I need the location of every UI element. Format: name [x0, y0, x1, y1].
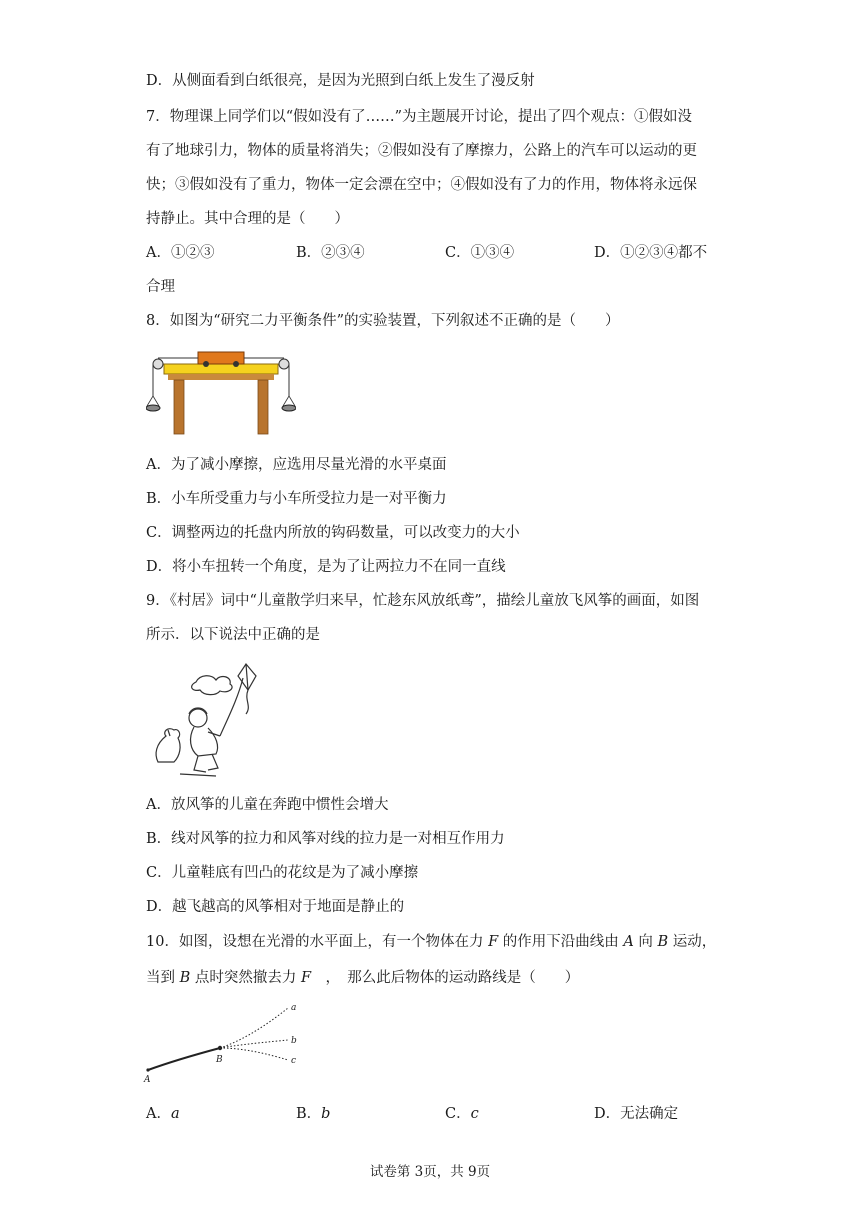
q7-stem-line-4: 持静止。其中合理的是（ ）: [146, 211, 349, 227]
q7-stem-line-3: 快；③假如没有了重力，物体一定会漂在空中；④假如没有了力的作用，物体将永远保: [146, 177, 697, 193]
q7-option-a: A．①②③: [146, 245, 215, 261]
q8-option-a: A．为了减小摩擦，应选用尽量光滑的水平桌面: [146, 457, 447, 473]
q8-option-b: B．小车所受重力与小车所受拉力是一对平衡力: [146, 491, 447, 507]
q10-var-b: B: [179, 970, 191, 986]
q10-option-b-value: b: [321, 1106, 331, 1122]
q8-option-d: D．将小车扭转一个角度，是为了让两拉力不在同一直线: [146, 559, 506, 575]
q7-option-b: B．②③④: [296, 245, 365, 261]
q7-option-c: C．①③④: [445, 245, 515, 261]
q8-stem: 8．如图为“研究二力平衡条件”的实验装置，下列叙述不正确的是（ ）: [146, 313, 620, 329]
q8-option-c: C．调整两边的托盘内所放的钩码数量，可以改变力的大小: [146, 525, 520, 541]
q10-stem-line-1: [146, 932, 716, 952]
q10-option-c-prefix: C．: [445, 1106, 471, 1122]
q10-option-c: [445, 1104, 479, 1124]
label-b: b: [291, 1036, 297, 1046]
q10-option-b: [296, 1104, 330, 1124]
q9-option-c: C．儿童鞋底有凹凸的花纹是为了减小摩擦: [146, 865, 419, 881]
q10-text: 向: [633, 934, 658, 950]
q10-var-b: B: [657, 934, 669, 950]
trajectory-curve-ab: [148, 1048, 220, 1070]
q9-stem-line-2: 所示．以下说法中正确的是: [146, 627, 320, 643]
page-footer: 试卷第 3页，共 9页: [369, 1164, 491, 1180]
q10-option-d-prefix: D．: [594, 1106, 621, 1122]
q10-option-d-value: 无法确定: [620, 1106, 679, 1122]
label-point-b: B: [216, 1055, 223, 1065]
q7-stem-line-1: 7．物理课上同学们以“假如没有了……”为主题展开讨论，提出了四个观点：①假如没: [146, 109, 693, 125]
q10-stem-line-2: [146, 968, 579, 988]
q10-var-f: F: [488, 934, 499, 950]
q7-option-d: D．①②③④都不: [594, 245, 708, 261]
q10-option-d: [594, 1104, 678, 1124]
q10-option-b-prefix: B．: [296, 1106, 322, 1122]
label-c: c: [291, 1056, 297, 1066]
q9-option-d: D．越飞越高的风筝相对于地面是静止的: [146, 899, 405, 915]
q9-option-b: B．线对风筝的拉力和风筝对线的拉力是一对相互作用力: [146, 831, 505, 847]
q9-stem-line-1: 9．《村居》词中“儿童散学归来早，忙趁东风放纸鸢”，描绘儿童放飞风筝的画面，如图: [146, 593, 700, 609]
q10-text: 的作用下沿曲线由: [498, 934, 624, 950]
kite-flying-figure: [146, 658, 266, 778]
q10-option-c-value: c: [470, 1106, 479, 1122]
q6-option-d: D．从侧面看到白纸很亮，是因为光照到白纸上发生了漫反射: [146, 73, 535, 89]
q10-option-a: [146, 1104, 180, 1124]
q10-text: 10．如图，设想在光滑的水平面上，有一个物体在力: [146, 934, 489, 950]
q10-option-a-value: a: [170, 1106, 180, 1122]
q10-text: 当到: [146, 970, 180, 986]
balance-experiment-figure: [146, 346, 296, 438]
label-a: a: [291, 1003, 297, 1013]
q10-text: ， 那么此后物体的运动路线是（ ）: [311, 970, 580, 986]
q10-text: 运动，: [668, 934, 717, 950]
path-a: [220, 1008, 288, 1048]
trajectory-figure: [140, 1000, 310, 1090]
q7-option-d-cont: 合理: [146, 279, 175, 295]
q10-text: 点时突然撤去力: [190, 970, 301, 986]
q10-var-a: A: [623, 934, 634, 950]
q10-option-a-prefix: A．: [146, 1106, 171, 1122]
path-c: [220, 1048, 288, 1060]
q7-stem-line-2: 有了地球引力，物体的质量将消失；②假如没有了摩擦力，公路上的汽车可以运动的更: [146, 143, 697, 159]
point-a-dot: [146, 1068, 149, 1071]
q9-option-a: A．放风筝的儿童在奔跑中惯性会增大: [146, 797, 389, 813]
q10-var-f: F: [300, 970, 312, 986]
label-point-a: A: [144, 1075, 151, 1085]
